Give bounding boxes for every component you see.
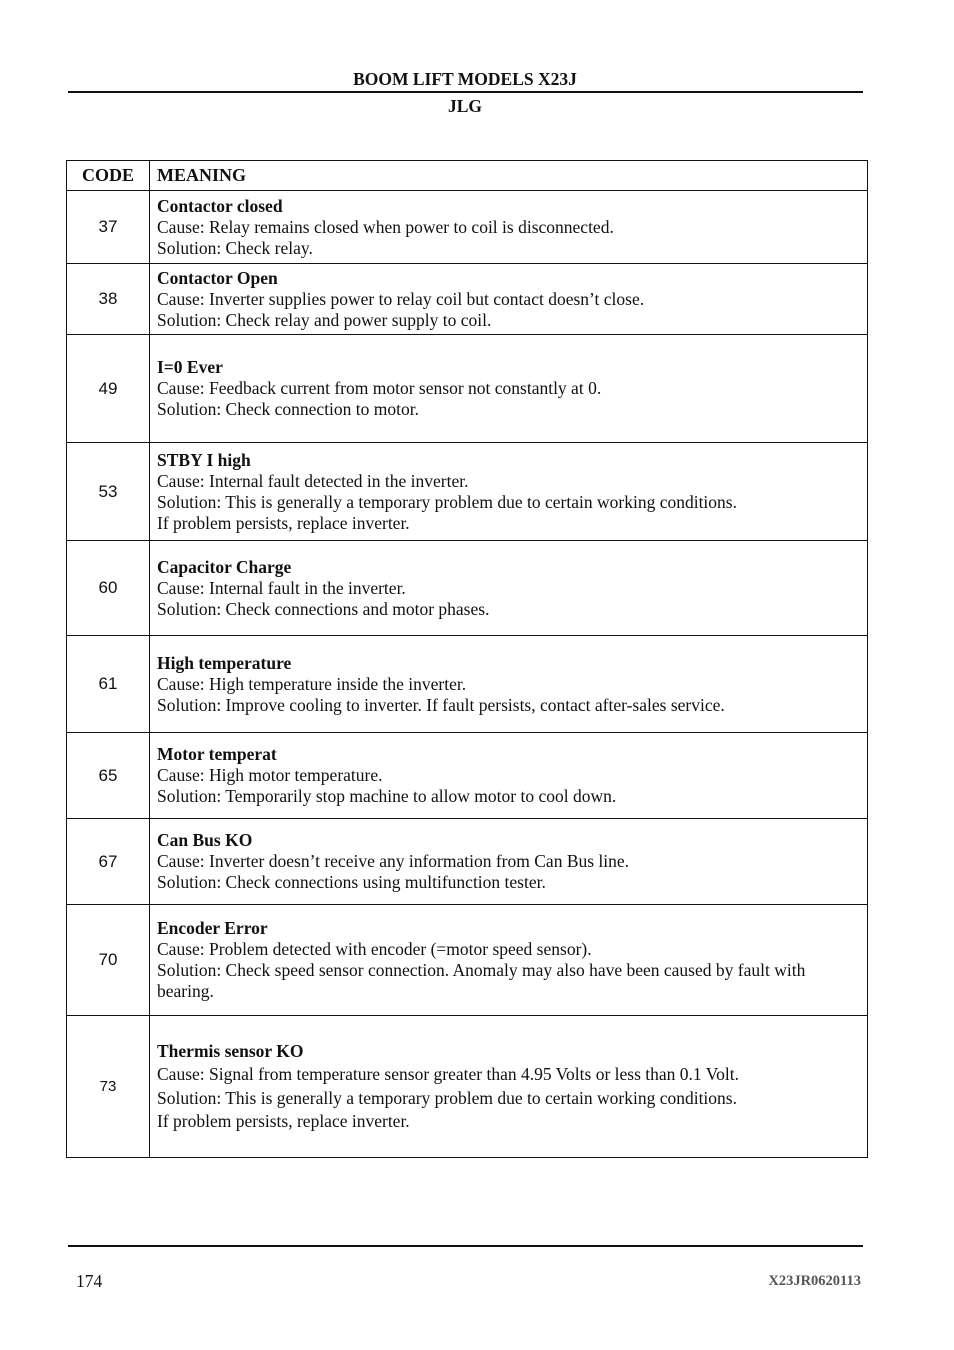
document-title: BOOM LIFT MODELS X23J (353, 69, 577, 89)
error-title: STBY I high (157, 449, 251, 470)
error-code: 53 (67, 443, 150, 541)
table-row (67, 264, 868, 335)
table-row (67, 541, 868, 636)
error-meaning (150, 191, 868, 264)
error-solution: Solution: Check connections using multifunction tester. (157, 872, 546, 892)
table-row (67, 335, 868, 443)
error-code: 37 (67, 191, 150, 264)
table-row (67, 443, 868, 541)
table-row (67, 1016, 868, 1158)
document-code: X23JR0620113 (768, 1273, 861, 1289)
error-meaning (150, 819, 868, 905)
error-cause: Cause: High motor temperature. (157, 765, 383, 785)
table-row (67, 733, 868, 819)
header-divider (68, 91, 863, 93)
error-meaning (150, 905, 868, 1016)
error-meaning (150, 733, 868, 819)
brand-name: JLG (447, 96, 483, 116)
error-code: 67 (67, 819, 150, 905)
error-code-table (66, 160, 868, 1158)
error-solution: Solution: This is generally a temporary problem due to certain working conditions. (157, 1087, 737, 1108)
error-solution: Solution: This is generally a temporary problem due to certain working conditions. (157, 491, 737, 512)
column-header-meaning: MEANING (150, 161, 868, 191)
error-title: Can Bus KO (157, 830, 253, 850)
error-cause: Cause: Problem detected with encoder (=motor speed sensor). (157, 939, 592, 959)
error-code: 73 (67, 1016, 150, 1158)
error-cause: Cause: Feedback current from motor sensor not constantly at 0. (157, 378, 602, 398)
error-solution: If problem persists, replace inverter. (157, 1111, 410, 1131)
error-title: Encoder Error (157, 918, 268, 938)
error-cause: Cause: Internal fault detected in the inverter. (157, 470, 469, 491)
error-cause: Cause: Signal from temperature sensor greater than 4.95 Volts or less than 0.1 Volt. (157, 1064, 739, 1084)
error-cause: Cause: High temperature inside the inverter. (157, 673, 467, 694)
error-cause: Cause: Inverter doesn’t receive any information from Can Bus line. (157, 851, 630, 871)
error-meaning (150, 541, 868, 636)
error-title: Thermis sensor KO (157, 1040, 304, 1061)
error-title: Contactor closed (157, 195, 283, 216)
error-code: 60 (67, 541, 150, 636)
error-meaning (150, 264, 868, 335)
table-row (67, 636, 868, 733)
table-body (67, 191, 868, 1158)
error-title: Contactor Open (157, 267, 278, 288)
error-cause: Cause: Relay remains closed when power to coil is disconnected. (157, 216, 614, 237)
table-row (67, 819, 868, 905)
error-title: I=0 Ever (157, 357, 223, 377)
error-title: Motor temperat (157, 744, 277, 764)
error-cause: Cause: Inverter supplies power to relay coil but contact doesn’t close. (157, 288, 645, 309)
footer-divider (68, 1245, 863, 1247)
error-meaning (150, 1016, 868, 1158)
error-solution: Solution: Improve cooling to inverter. If fault persists, contact after-sales service. (157, 694, 725, 715)
error-solution: Solution: Check relay. (157, 237, 313, 258)
error-code: 49 (67, 335, 150, 443)
error-meaning (150, 335, 868, 443)
column-header-code: CODE (67, 161, 150, 191)
error-code: 38 (67, 264, 150, 335)
error-solution: Solution: Check speed sensor connection. Anomaly may also have been caused by fault with bearing. (157, 960, 806, 1001)
error-solution: Solution: Check relay and power supply to coil. (157, 309, 492, 330)
error-solution: Solution: Temporarily stop machine to allow motor to cool down. (157, 786, 617, 806)
error-code: 61 (67, 636, 150, 733)
error-title: High temperature (157, 652, 292, 673)
table-row (67, 191, 868, 264)
error-cause: Cause: Internal fault in the inverter. (157, 577, 406, 598)
error-code: 70 (67, 905, 150, 1016)
error-solution: Solution: Check connections and motor phases. (157, 598, 490, 619)
error-title: Capacitor Charge (157, 556, 292, 577)
error-solution: If problem persists, replace inverter. (157, 512, 410, 533)
error-meaning (150, 636, 868, 733)
error-code: 65 (67, 733, 150, 819)
error-meaning (150, 443, 868, 541)
table-row (67, 905, 868, 1016)
page-number: 174 (76, 1271, 103, 1291)
error-solution: Solution: Check connection to motor. (157, 399, 419, 419)
table-header-row (67, 161, 868, 191)
